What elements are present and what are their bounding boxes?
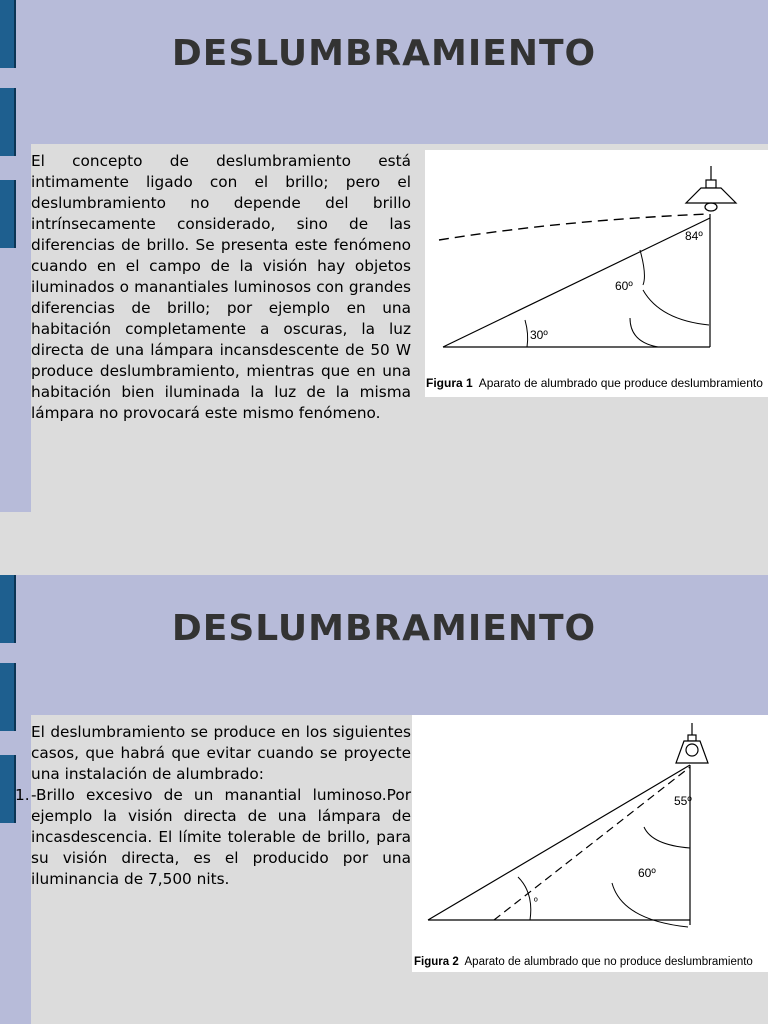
body-paragraph xyxy=(15,722,411,890)
slide-2 xyxy=(0,575,768,1024)
figure-caption xyxy=(414,956,768,968)
angle-arc-60b xyxy=(643,290,709,325)
sight-line xyxy=(439,214,709,240)
paragraph-text: El concepto de deslumbramiento está intimamente ligado con el brillo; pero el deslumbramiento no depende del brillo intrínsecamente considerado, sino de las diferencias de brillo. Se presenta este fenómeno cuando en el campo de la visión hay objetos iluminados o manantiales luminosos con grandes diferencias de brillo; por ejemplo en una habitación completamente a oscuras, la luz directa de una lámpara incansdescente de 50 W produce deslumbramiento, mientras que en una habitación bien iluminada la luz de la misma lámpara no provocará este mismo fenómeno. xyxy=(31,152,411,422)
ray-line xyxy=(428,765,690,920)
caption-text: Aparato de alumbrado que produce deslumbramiento xyxy=(478,376,763,390)
angle-arc-60a xyxy=(640,250,644,285)
ray-line xyxy=(443,218,710,347)
angle-arc-60a xyxy=(644,827,690,848)
body-paragraph xyxy=(31,151,411,424)
caption-label: Figura 2 xyxy=(414,956,459,968)
figure-caption xyxy=(426,376,768,390)
glare-diagram-1 xyxy=(425,150,768,375)
list-item-text: -Brillo excesivo de un manantial luminoso.Por ejemplo la visión directa de una lámpara de incasdescencia. El límite tolerable de brillo, para su visión directa, es el producido por una iluminancia de 7,500 nits. xyxy=(31,786,411,888)
caption-text: Aparato de alumbrado que no produce deslumbramiento xyxy=(464,956,753,968)
figure-2 xyxy=(412,715,768,972)
label-84: 84º xyxy=(685,229,703,243)
slide-title: DESLUMBRAMIENTO xyxy=(171,608,597,649)
rail-marker xyxy=(0,88,16,156)
list-number: 1. xyxy=(15,786,30,804)
angle-arc-small xyxy=(518,877,531,920)
angle-arc-60c xyxy=(630,318,658,347)
glare-diagram-2 xyxy=(412,715,768,952)
left-rail xyxy=(0,0,31,512)
label-small-angle: º xyxy=(534,897,538,908)
rail-marker xyxy=(0,663,16,731)
lamp-icon xyxy=(676,723,708,763)
angle-arc-30 xyxy=(525,320,528,347)
label-30: 30º xyxy=(530,328,548,342)
caption-label: Figura 1 xyxy=(426,376,473,390)
intro-text: El deslumbramiento se produce en los siguientes casos, que habrá que evitar cuando se proyecte una instalación de alumbrado: xyxy=(31,723,411,783)
slide-title: DESLUMBRAMIENTO xyxy=(171,33,597,74)
rail-marker xyxy=(0,755,16,823)
list-item xyxy=(15,785,411,890)
label-60: 60º xyxy=(615,279,633,293)
label-60: 60º xyxy=(638,866,656,880)
label-55: 55º xyxy=(674,794,692,808)
figure-1 xyxy=(425,150,768,397)
rail-marker xyxy=(0,180,16,248)
lamp-icon xyxy=(686,166,736,211)
dashed-ray xyxy=(494,767,690,920)
